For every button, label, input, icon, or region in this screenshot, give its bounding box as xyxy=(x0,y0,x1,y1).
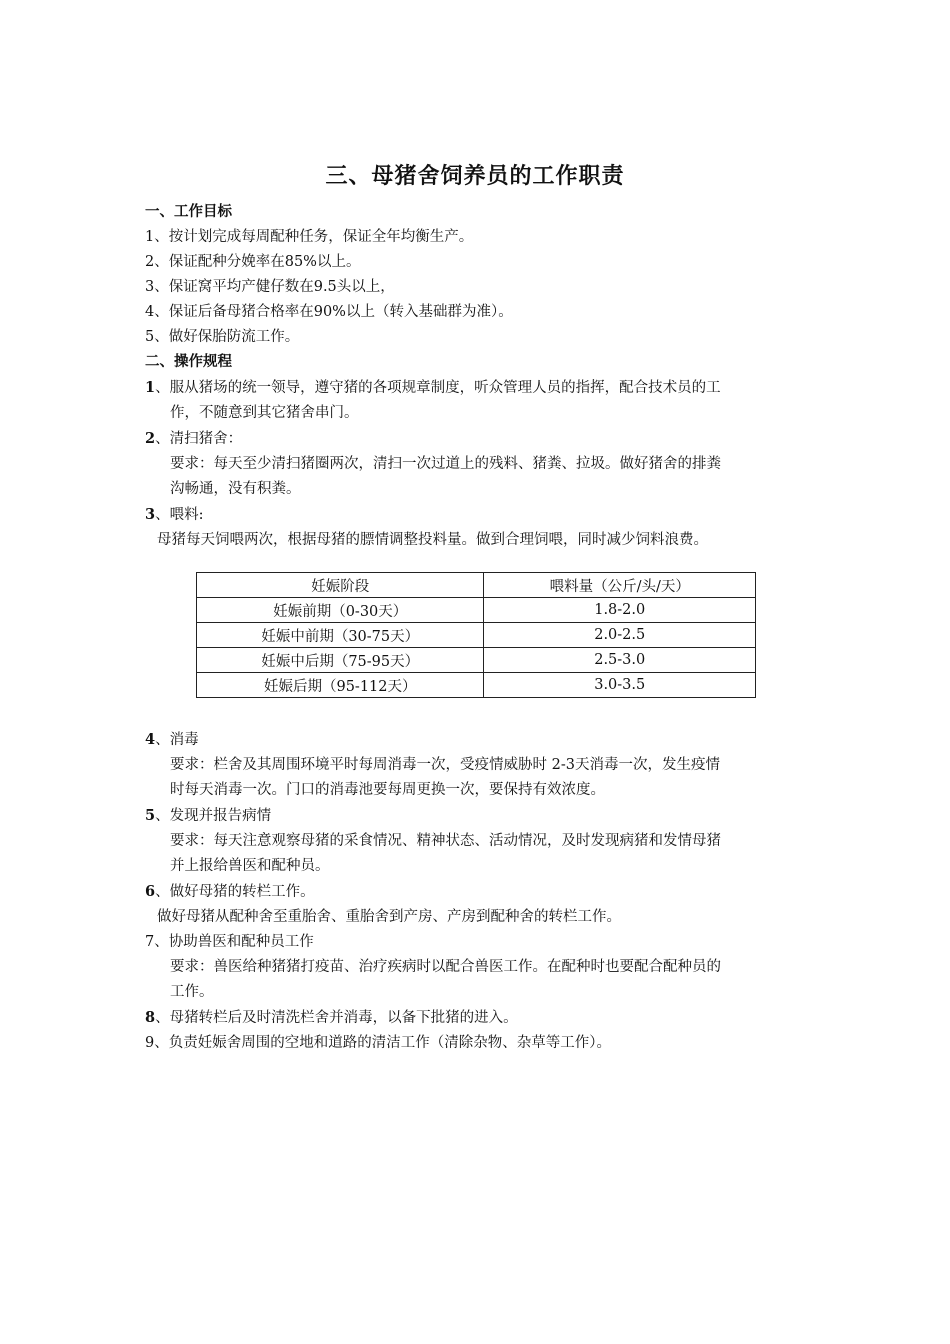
page-title: 三、母猪舍饲养员的工作职责 xyxy=(325,164,625,189)
rule-6-title: 、做好母猪的转栏工作。 xyxy=(155,884,315,900)
rule-5-requirement: 要求：每天注意观察母猪的采食情况、精神状态、活动情况，及时发现病猪和发情母猪 xyxy=(170,833,721,849)
rule-3-text: 母猪每天饲喂两次，根据母猪的膘情调整投料量。做到合理饲喂，同时减少饲料浪费。 xyxy=(157,532,708,548)
content-lower xyxy=(145,727,815,1056)
goal-item-3: 3、保证窝平均产健仔数在9.5头以上， xyxy=(145,279,395,295)
rule-4-number: 4 xyxy=(145,731,156,748)
content-upper xyxy=(145,200,815,553)
rule-2-title: 、清扫猪舍： xyxy=(155,431,243,447)
rule-2-continuation: 沟畅通，没有积粪。 xyxy=(170,481,301,497)
table-cell-amount: 2.0-2.5 xyxy=(484,623,756,648)
section-heading-procedures: 二、操作规程 xyxy=(145,354,232,370)
table-row xyxy=(197,623,756,648)
rule-4-continuation: 时每天消毒一次。门口的消毒池要每周更换一次，要保持有效浓度。 xyxy=(170,782,605,798)
rule-4-title: 、消毒 xyxy=(155,732,199,748)
rule-5 xyxy=(145,803,815,829)
rule-5-number: 5 xyxy=(145,807,156,824)
table-cell-stage: 妊娠前期（0-30天） xyxy=(197,598,484,623)
rule-6 xyxy=(145,879,815,905)
rule-2-number: 2 xyxy=(145,430,156,447)
rule-6-text: 做好母猪从配种舍至重胎舍、重胎舍到产房、产房到配种舍的转栏工作。 xyxy=(157,909,621,925)
table-row xyxy=(197,598,756,623)
table-cell-stage: 妊娠中前期（30-75天） xyxy=(197,623,484,648)
rule-1-continuation: 作，不随意到其它猪舍串门。 xyxy=(170,405,359,421)
table-cell-amount: 1.8-2.0 xyxy=(484,598,756,623)
rule-3-title: 、喂料: xyxy=(155,507,204,523)
rule-2 xyxy=(145,426,815,452)
rule-7-continuation: 工作。 xyxy=(170,984,214,1000)
rule-5-title: 、发现并报告病情 xyxy=(155,808,272,824)
rule-4-requirement: 要求：栏舍及其周围环境平时每周消毒一次，受疫情威胁时 2-3天消毒一次，发生疫情 xyxy=(170,757,720,773)
rule-7-requirement: 要求：兽医给种猪猪打疫苗、治疗疾病时以配合兽医工作。在配种时也要配合配种员的 xyxy=(170,959,721,975)
table-cell-stage: 妊娠中后期（75-95天） xyxy=(197,648,484,673)
rule-1-text: 、服从猪场的统一领导，遵守猪的各项规章制度，听众管理人员的指挥，配合技术员的工 xyxy=(155,380,721,396)
rule-1-number: 1 xyxy=(145,379,156,396)
rule-6-number: 6 xyxy=(145,883,156,900)
rule-2-requirement: 要求：每天至少清扫猪圈两次，清扫一次过道上的残料、猪粪、拉圾。做好猪舍的排粪 xyxy=(170,456,721,472)
table-cell-stage: 妊娠后期（95-112天） xyxy=(197,673,484,698)
rule-9-title: 9、负责妊娠舍周围的空地和道路的清洁工作（清除杂物、杂草等工作）。 xyxy=(145,1035,611,1051)
rule-8-title: 、母猪转栏后及时清洗栏舍并消毒，以备下批猪的进入。 xyxy=(155,1010,518,1026)
rule-7-title: 7、协助兽医和配种员工作 xyxy=(145,934,314,950)
rule-3 xyxy=(145,502,815,528)
rule-5-continuation: 并上报给兽医和配种员。 xyxy=(170,858,330,874)
rule-8-number: 8 xyxy=(145,1009,156,1026)
section-heading-goals: 一、工作目标 xyxy=(145,204,232,220)
table-cell-amount: 2.5-3.0 xyxy=(484,648,756,673)
goal-item-1: 1、按计划完成每周配种任务，保证全年均衡生产。 xyxy=(145,229,474,245)
table-header-feed-amount: 喂料量（公斤/头/天） xyxy=(484,573,756,598)
table-cell-amount: 3.0-3.5 xyxy=(484,673,756,698)
rule-1 xyxy=(145,375,815,401)
goal-item-5: 5、做好保胎防流工作。 xyxy=(145,329,300,345)
goal-item-2: 2、保证配种分娩率在85%以上。 xyxy=(145,254,361,270)
rule-8 xyxy=(145,1005,815,1031)
table-header-row xyxy=(197,573,756,598)
table-row xyxy=(197,648,756,673)
rule-3-number: 3 xyxy=(145,506,156,523)
goal-item-4: 4、保证后备母猪合格率在90%以上（转入基础群为准）。 xyxy=(145,304,513,320)
rule-4 xyxy=(145,727,815,753)
table-header-stage: 妊娠阶段 xyxy=(197,573,484,598)
feed-table xyxy=(196,572,756,698)
table-row xyxy=(197,673,756,698)
